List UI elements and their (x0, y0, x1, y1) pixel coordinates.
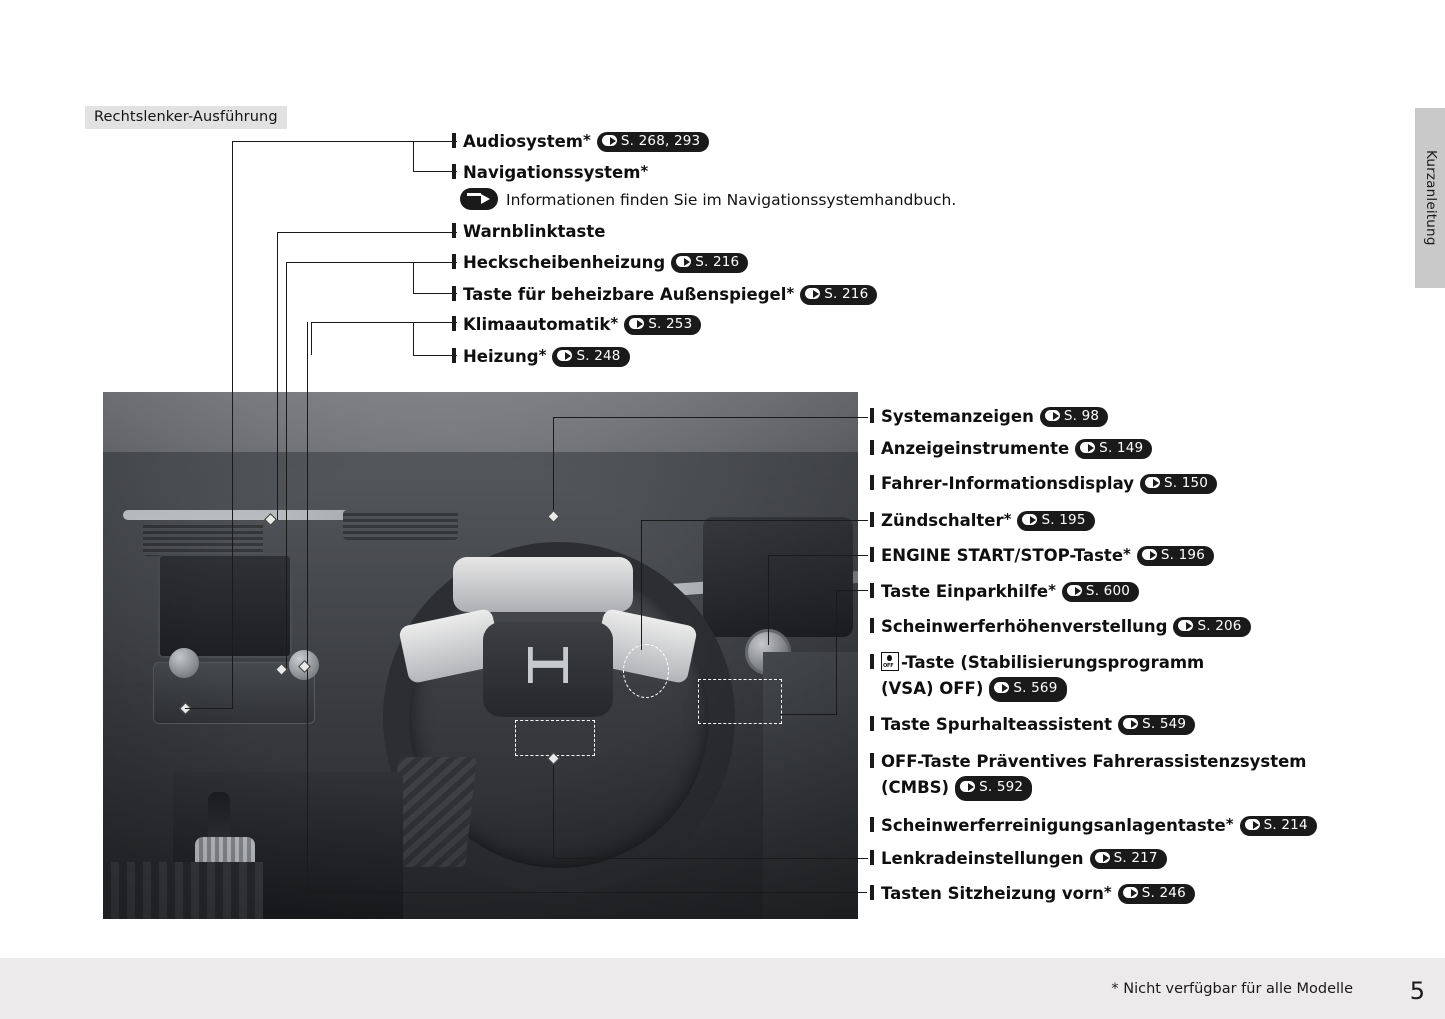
page-ref-chip[interactable] (1040, 407, 1108, 427)
leader-sysind-h (553, 417, 868, 418)
callout-label: Zündschalter (881, 511, 1004, 530)
arrow-icon (1145, 477, 1160, 488)
leader-mirror-h (413, 293, 457, 294)
arrow-icon (1123, 887, 1138, 898)
vsa-off-icon (881, 652, 899, 671)
callout-star: * (640, 162, 649, 180)
page-ref-chip[interactable] (1118, 884, 1195, 904)
page-ref-label: S. 248 (576, 348, 621, 364)
highlight-left-switch-panel (698, 679, 782, 724)
callout-bar-icon (452, 164, 456, 179)
callout-label: Heckscheibenheizung (463, 253, 666, 272)
leader-clima-h3 (307, 892, 867, 893)
leader-warn-h (277, 232, 457, 233)
callout-star: * (583, 131, 591, 149)
leader-rear-v (413, 262, 414, 293)
highlight-steering-buttons (515, 720, 595, 756)
callout-navigationssystem[interactable] (452, 162, 648, 184)
callout-label: Warnblinktaste (463, 222, 606, 241)
leader-sysind-v (553, 417, 554, 517)
page-ref-label: S. 246 (1141, 885, 1186, 901)
callout-label: Tasten Sitzheizung vorn (881, 884, 1104, 903)
page-ref-label: S. 149 (1099, 440, 1144, 456)
arrow-right-icon (460, 188, 498, 210)
arrow-icon (1080, 442, 1095, 453)
side-tab-label: Kurzanleitung (1423, 150, 1439, 246)
leader-engine-h (768, 555, 868, 556)
callout-label: Scheinwerferreinigungsanlagentaste (881, 816, 1226, 835)
leader-heat-h (311, 322, 414, 323)
arrow-icon (994, 682, 1009, 693)
leader-nav-v (413, 141, 414, 172)
arrow-icon (1245, 819, 1260, 830)
page-title: Rechtslenker-Ausführung (85, 106, 287, 129)
callout-warnblinktaste[interactable] (452, 222, 605, 243)
callout-bar-icon (870, 654, 874, 669)
page-number: 5 (1409, 977, 1425, 1005)
leader-nav-h (413, 171, 457, 172)
page-ref-chip[interactable] (1075, 439, 1152, 459)
callout-tasten-sitzheizung-vorn[interactable] (870, 883, 1195, 905)
page-ref-chip[interactable] (1173, 617, 1250, 637)
page-ref-label: S. 150 (1163, 475, 1209, 491)
leader-rear-h (413, 262, 457, 263)
callout-bar-icon (870, 475, 874, 490)
leader-clima-h (413, 322, 457, 323)
leader-warn-v (277, 232, 278, 520)
callout-taste-spurhalteassistent[interactable] (870, 715, 1195, 736)
arrow-icon (1022, 514, 1037, 525)
page-ref-chip[interactable] (989, 677, 1066, 702)
page-ref-label: S. 268, 293 (620, 133, 701, 149)
leader-audio-v2 (232, 681, 233, 709)
callout-bar-icon (452, 316, 456, 331)
callout-taste-einparkhilfe[interactable] (870, 581, 1139, 603)
page-ref-chip[interactable] (1118, 715, 1195, 735)
leader-ign-h (641, 520, 868, 521)
callout-cmbs-off[interactable] (870, 749, 1370, 802)
callout-star: * (1048, 581, 1056, 599)
callout-bar-icon (870, 547, 874, 562)
callout-bar-icon (870, 716, 874, 731)
arrow-icon (557, 350, 572, 361)
page-ref-label: S. 195 (1041, 512, 1086, 528)
page-ref-label: S. 253 (648, 316, 693, 332)
page-ref-chip[interactable] (955, 776, 1032, 801)
callout-label: Audiosystem (463, 132, 583, 151)
callout-star: * (1003, 510, 1012, 528)
page-ref-chip[interactable] (1017, 511, 1094, 531)
callout-label-line2: (VSA) OFF) (881, 679, 984, 699)
callout-lenkradeinstellungen[interactable] (870, 849, 1167, 870)
arrow-icon (1142, 549, 1157, 560)
callout-bar-icon (870, 440, 874, 455)
callout-label: ENGINE START/STOP-Taste (881, 546, 1124, 565)
callout-label: Anzeigeinstrumente (881, 439, 1070, 458)
leader-cmbs-v (553, 758, 554, 859)
arrow-icon (629, 318, 644, 329)
page-ref-label: S. 592 (979, 779, 1024, 796)
callout-star: * (610, 314, 619, 332)
callout-label-line1: OFF-Taste Präventives Fahrerassistenzsystem (881, 752, 1307, 771)
callout-star: * (1123, 545, 1131, 563)
callout-fahrer-informationsdisplay[interactable] (870, 474, 1217, 495)
leader-vsa-h2 (780, 714, 837, 715)
page-ref-chip[interactable] (552, 347, 629, 367)
arrow-icon (1123, 718, 1138, 729)
callout-label: Taste Einparkhilfe (881, 582, 1049, 601)
leader-audio-v (232, 141, 233, 681)
callout-bar-icon (870, 583, 874, 598)
side-tab (1390, 0, 1445, 958)
callout-scheinwerferhoehenverstellung[interactable] (870, 617, 1251, 638)
page-ref-label: S. 216 (695, 254, 740, 270)
callout-label: Taste für beheizbare Außenspiegel (463, 285, 787, 304)
callout-bar-icon (452, 223, 456, 238)
callout-anzeigeinstrumente[interactable] (870, 439, 1152, 460)
callout-beheizbare-aussenspiegel[interactable] (452, 284, 877, 306)
arrow-icon (602, 135, 617, 146)
page-ref-chip[interactable] (1240, 816, 1317, 836)
callout-audiosystem[interactable] (452, 131, 709, 153)
callout-label-line2: (CMBS) (881, 778, 950, 798)
callout-scheinwerferreinigungsanlagentaste[interactable] (870, 815, 1317, 837)
callout-label: Heizung (463, 347, 539, 366)
callout-star: * (786, 284, 795, 302)
page-ref-label: S. 196 (1160, 547, 1205, 563)
page-ref-label: S. 217 (1113, 850, 1158, 866)
callout-heizung[interactable] (452, 346, 630, 368)
callout-bar-icon (870, 618, 874, 633)
highlight-ignition-area (623, 644, 669, 698)
leader-vsa-v (836, 590, 837, 714)
callout-star: * (538, 346, 547, 364)
leader-cmbs-h (553, 858, 868, 859)
leader-vsa-h (836, 590, 868, 591)
callout-bar-icon (452, 133, 456, 148)
callout-bar-icon (452, 348, 456, 363)
leader-ign-v (641, 520, 642, 650)
page-ref-chip[interactable] (671, 253, 748, 273)
callout-bar-icon (870, 408, 874, 423)
leader-audio-h (232, 141, 457, 142)
page-ref-label: S. 206 (1197, 618, 1242, 634)
page-ref-label: S. 216 (824, 286, 869, 302)
callout-label: Fahrer-Informationsdisplay (881, 474, 1134, 493)
dashboard-photo (103, 392, 858, 919)
arrow-icon (1067, 585, 1082, 596)
callout-label: Lenkradeinstellungen (881, 849, 1084, 868)
navigation-note-text: Informationen finden Sie im Navigationssystemhandbuch. (506, 191, 957, 209)
callout-systemanzeigen[interactable] (870, 407, 1108, 428)
page-ref-label: S. 569 (1013, 680, 1058, 697)
callout-bar-icon (870, 753, 874, 768)
page-ref-label: S. 549 (1142, 716, 1187, 732)
callout-label: Systemanzeigen (881, 407, 1034, 426)
leader-mirror-h2 (286, 262, 414, 263)
callout-zuendschalter[interactable] (870, 510, 1095, 532)
arrow-icon (1045, 410, 1060, 421)
arrow-icon (1095, 852, 1110, 863)
callout-engine-start-stop[interactable] (870, 545, 1214, 567)
callout-bar-icon (870, 885, 874, 900)
callout-star: * (1225, 815, 1234, 833)
page-ref-chip[interactable] (1090, 849, 1167, 869)
leader-clima-v (311, 322, 312, 355)
page-ref-label: S. 214 (1263, 817, 1308, 833)
callout-label: Taste Spurhalteassistent (881, 715, 1113, 734)
callout-label-line1: -Taste (Stabilisierungsprogramm (901, 653, 1205, 672)
page-ref-chip[interactable] (597, 132, 709, 152)
callout-heckscheibenheizung[interactable] (452, 253, 748, 274)
callout-klimaautomatik[interactable] (452, 314, 701, 336)
page-ref-chip[interactable] (800, 285, 877, 305)
callout-star: * (1103, 883, 1112, 901)
callout-vsa-off[interactable] (870, 650, 1290, 703)
callout-bar-icon (452, 254, 456, 269)
arrow-icon (960, 781, 975, 792)
callout-bar-icon (870, 850, 874, 865)
footnote: * Nicht verfügbar für alle Modelle (1111, 981, 1353, 997)
leader-heat-h2 (413, 355, 457, 356)
callout-bar-icon (452, 286, 456, 301)
page-ref-chip[interactable] (1140, 474, 1217, 494)
leader-clima-v2 (307, 322, 308, 892)
arrow-icon (1178, 620, 1193, 631)
callout-label: Klimaautomatik (463, 315, 611, 334)
leader-mirror-v (286, 262, 287, 669)
arrow-icon (676, 256, 691, 267)
leader-engine-v (768, 555, 769, 645)
page-ref-label: S. 98 (1063, 408, 1100, 424)
callout-bar-icon (870, 817, 874, 832)
callout-label: Scheinwerferhöhenverstellung (881, 617, 1168, 636)
page-ref-chip[interactable] (1137, 546, 1214, 566)
leader-audio-h2 (185, 708, 233, 709)
navigation-note (460, 188, 956, 210)
leader-heat-v2 (413, 322, 414, 356)
page-ref-chip[interactable] (624, 315, 701, 335)
arrow-icon (805, 288, 820, 299)
callout-label: Navigationssystem (463, 163, 641, 182)
page-ref-label: S. 600 (1085, 583, 1131, 599)
callout-bar-icon (870, 512, 874, 527)
page-ref-chip[interactable] (1062, 582, 1139, 602)
